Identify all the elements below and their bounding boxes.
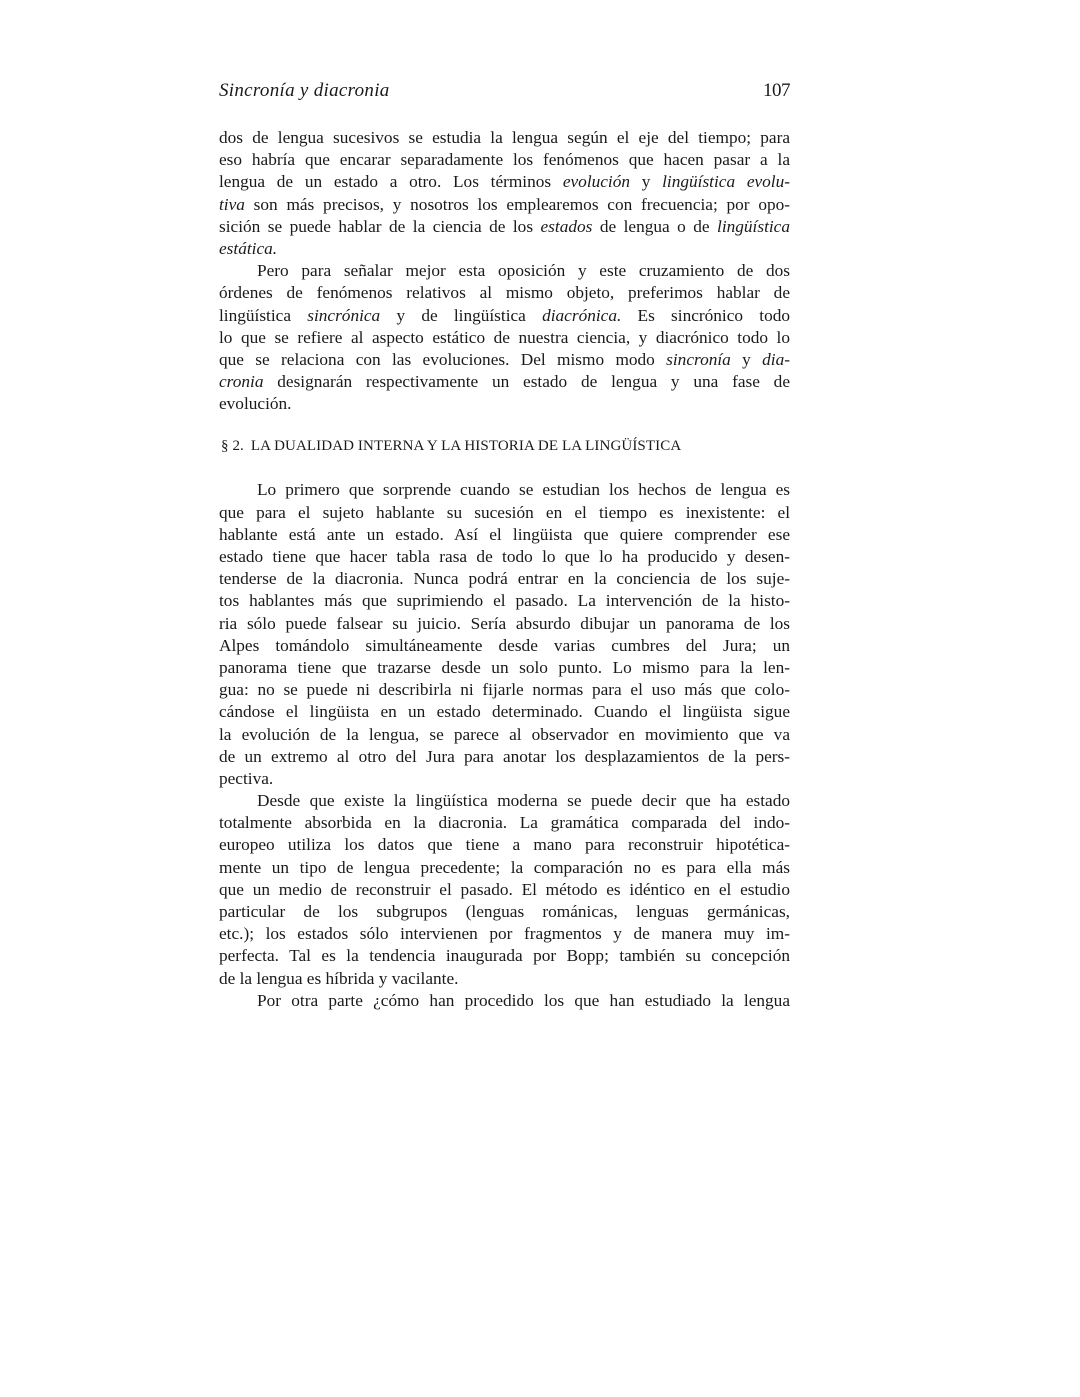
text-line <box>219 968 790 990</box>
text-run: de un extremo al otro del Jura para anotar los desplazamientos de la pers- <box>219 746 790 766</box>
text-run: son más precisos, y nosotros los emplearemos con frecuencia; por opo- <box>244 194 790 214</box>
text-run: lo que se refiere al aspecto estático de nuestra ciencia, y diacrónico todo lo <box>219 327 790 347</box>
text-line <box>219 238 790 260</box>
italic-term: cronia <box>219 372 264 392</box>
text-run: pectiva. <box>219 768 274 788</box>
text-line <box>219 790 790 812</box>
text-line <box>219 546 790 568</box>
text-run: sición se puede hablar de la ciencia de los <box>219 216 541 236</box>
text-line <box>219 901 790 923</box>
text-line <box>219 724 790 746</box>
running-head <box>219 80 790 108</box>
text-run: Alpes tomándolo simultáneamente desde varias cumbres del Jura; un <box>219 635 790 655</box>
italic-term: sincronía <box>666 349 731 369</box>
text-line <box>219 701 790 723</box>
text-line <box>219 524 790 546</box>
text-line <box>219 657 790 679</box>
text-run: Pero para señalar mejor esta oposición y este cruzamiento de dos <box>257 261 790 281</box>
text-run: estado tiene que hacer tabla rasa de todo lo que lo ha producido y desen- <box>219 547 790 566</box>
text-run: hablante está ante un estado. Así el lingüista que quiere comprender ese <box>219 524 790 544</box>
text-run: tenderse de la diacronia. Nunca podrá entrar en la conciencia de los suje- <box>219 569 790 589</box>
text-run: designarán respectivamente un estado de lengua y una fase de <box>263 372 790 392</box>
text-run: etc.); los estados sólo intervienen por fragmentos y de manera muy im- <box>219 924 790 944</box>
text-run: panorama tiene que trazarse desde un solo punto. Lo mismo para la len- <box>219 657 790 677</box>
section-sign: § 2. <box>221 438 244 455</box>
text-run: perfecta. Tal es la tendencia inaugurada por Bopp; también su concepción <box>219 946 790 966</box>
paragraph <box>219 479 790 790</box>
text-run: y <box>630 172 663 192</box>
text-run: dos de lengua sucesivos se estudia la lengua según el eje del tiempo; para <box>219 128 790 147</box>
body-text <box>219 127 790 1012</box>
text-line <box>219 834 790 856</box>
italic-term: estática. <box>219 238 278 258</box>
text-run: que un medio de reconstruir el pasado. El método es idéntico en el estudio <box>219 879 790 899</box>
text-line <box>219 879 790 901</box>
text-line <box>219 945 790 967</box>
text-line <box>219 327 790 349</box>
text-line <box>219 216 790 238</box>
paragraph <box>219 990 790 1012</box>
italic-term: lingüística evolu- <box>662 172 790 192</box>
paragraph <box>219 127 790 260</box>
text-run: gua: no se puede ni describirla ni fijarle normas para el uso más que colo- <box>219 680 790 700</box>
text-line <box>219 371 790 393</box>
paragraph <box>219 790 790 990</box>
italic-term: tiva <box>219 194 245 214</box>
text-run: Lo primero que sorprende cuando se estudian los hechos de lengua es <box>257 480 790 500</box>
text-line <box>219 149 790 171</box>
text-line <box>219 857 790 879</box>
text-run: cándose el lingüista en un estado determinado. Cuando el lingüista sigue <box>219 702 790 722</box>
text-run: de la lengua es híbrida y vacilante. <box>219 968 459 988</box>
text-run: lengua de un estado a otro. Los términos <box>219 172 563 192</box>
text-line <box>219 305 790 327</box>
text-run: totalmente absorbida en la diacronia. La gramática comparada del indo- <box>219 813 790 833</box>
italic-term: dia- <box>762 349 790 369</box>
text-run: órdenes de fenómenos relativos al mismo objeto, preferimos hablar de <box>219 283 790 303</box>
text-line <box>219 194 790 216</box>
text-run: tos hablantes más que suprimiendo el pasado. La intervención de la histo- <box>219 591 790 611</box>
italic-term: evolución <box>562 172 631 192</box>
book-page <box>219 80 790 1012</box>
text-line <box>219 923 790 945</box>
text-line <box>219 127 790 149</box>
text-line <box>219 990 790 1012</box>
text-run: Desde que existe la lingüística moderna se puede decir que ha estado <box>257 791 790 811</box>
text-line <box>219 613 790 635</box>
text-line <box>219 260 790 282</box>
text-run: que se relaciona con las evoluciones. Del mismo modo <box>219 349 667 369</box>
text-line <box>219 349 790 371</box>
text-run: Es sincrónico todo <box>621 305 790 325</box>
text-line <box>219 479 790 501</box>
italic-term: estados <box>540 216 593 236</box>
text-run: ria sólo puede falsear su juicio. Sería absurdo dibujar un panorama de los <box>219 613 790 633</box>
text-line <box>219 746 790 768</box>
text-run: la evolución de la lengua, se parece al observador en movimiento que va <box>219 724 790 744</box>
running-title: Sincronía y diacronia <box>219 80 390 101</box>
section-title: LA DUALIDAD INTERNA Y LA HISTORIA DE LA LINGÜÍSTICA <box>250 438 682 455</box>
text-run: mente un tipo de lengua precedente; la comparación no es para ella más <box>219 857 790 877</box>
page-number: 107 <box>763 80 790 101</box>
italic-term: lingüística <box>717 216 790 236</box>
italic-term: sincrónica <box>307 305 381 325</box>
text-line <box>219 812 790 834</box>
text-line <box>219 393 790 415</box>
text-line <box>219 768 790 790</box>
paragraphs-after-section <box>219 479 790 1012</box>
text-line <box>219 568 790 590</box>
text-run: y de lingüística <box>380 305 543 325</box>
text-run: de lengua o de <box>592 216 718 236</box>
text-run: Por otra parte ¿cómo han procedido los que han estudiado la lengua <box>257 990 790 1010</box>
paragraph <box>219 260 790 415</box>
text-line <box>219 171 790 193</box>
italic-term: diacrónica. <box>542 305 622 325</box>
section-heading <box>219 435 790 457</box>
paragraphs-before-section <box>219 127 790 415</box>
text-run: europeo utiliza los datos que tiene a mano para reconstruir hipotética- <box>219 835 790 855</box>
text-run: evolución. <box>219 394 292 414</box>
text-run: y <box>730 349 763 369</box>
text-line <box>219 590 790 612</box>
text-line <box>219 635 790 657</box>
text-run: lingüística <box>219 305 308 325</box>
text-line <box>219 679 790 701</box>
text-line <box>219 502 790 524</box>
text-run: que para el sujeto hablante su sucesión en el tiempo es inexistente: el <box>219 502 790 522</box>
text-run: eso habría que encarar separadamente los fenómenos que hacen pasar a la <box>219 150 790 170</box>
text-line <box>219 282 790 304</box>
text-run: particular de los subgrupos (lenguas románicas, lenguas germánicas, <box>219 902 790 921</box>
